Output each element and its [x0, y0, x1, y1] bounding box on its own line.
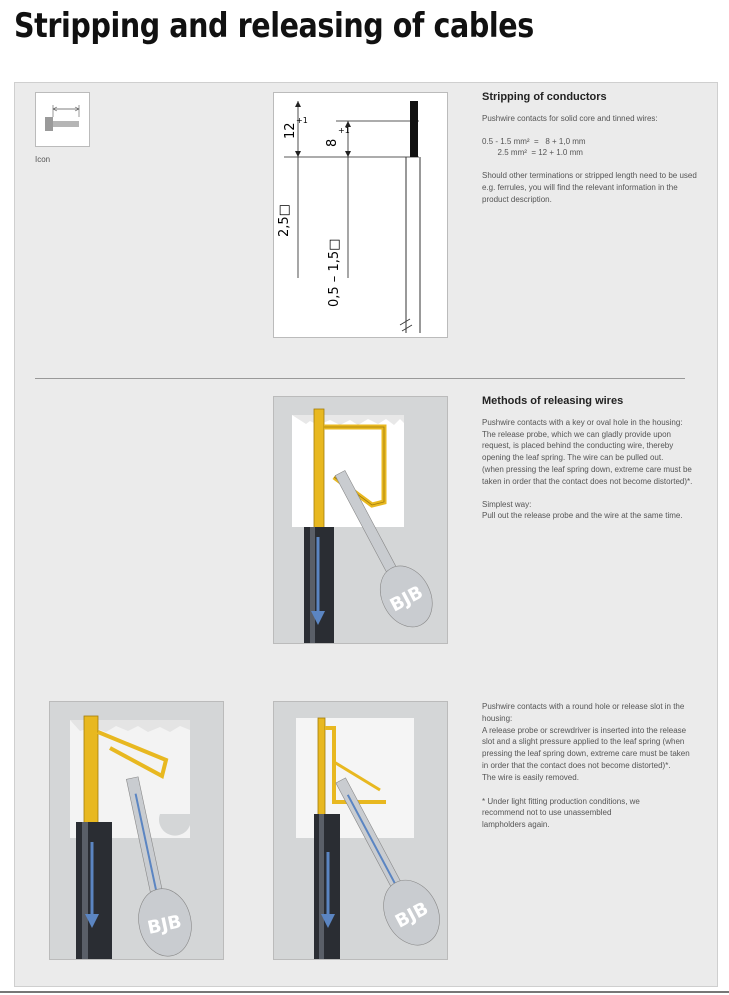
- size-0515-label: 0,5 – 1,5□: [327, 238, 342, 307]
- round-hole-photo-left: [49, 701, 224, 960]
- dim-12-label: 12: [283, 122, 298, 139]
- stripping-diagram: [273, 92, 448, 338]
- round-hole-text: [482, 701, 697, 831]
- stripping-note: Should other terminations or stripped length need to be used e.g. ferrules, you will find the relevant information in the product description.: [482, 171, 697, 204]
- stripping-heading: Stripping of conductors: [482, 91, 607, 103]
- releasing-heading: Methods of releasing wires: [482, 395, 624, 407]
- release-probe-photo: [273, 396, 448, 644]
- round-hole-paragraph: Pushwire contacts with a round hole or release slot in the housing: A release probe or screwdriver is inserted into the release slot and a slight pressure applied to the leaf spring (when pressing the leaf spring down, extreme care must be taken in order that the contact does not become distorted)*. The wire is easily removed.: [482, 702, 690, 782]
- probe-logo: BJB: [391, 897, 432, 933]
- tolerance-label-8: +1: [338, 126, 350, 135]
- stripping-intro: Pushwire contacts for solid core and tinned wires:: [482, 113, 658, 123]
- content-panel: [14, 82, 718, 987]
- stripping-text: [482, 92, 697, 217]
- size-25-label: 2,5□: [277, 204, 292, 237]
- releasing-text: [482, 396, 697, 522]
- spec-row: 2.5 mm² = 12 + 1.0 mm: [482, 148, 583, 158]
- round-hole-photo-right: [273, 701, 448, 960]
- footnote: * Under light fitting production conditions, we recommend not to use unassembled lampholders again.: [482, 796, 640, 830]
- stripped-wire-icon: [35, 92, 90, 147]
- releasing-paragraph: Pushwire contacts with a key or oval hole in the housing: The release probe, which we can gladly provide upon request, is placed behind the conducting wire, thereby opening the leaf spring. The wire can be pulled out. (when pressing the leaf spring down, extreme care must be taken in order that the contact does not become distorted)*.: [482, 417, 693, 486]
- probe-logo: BJB: [145, 911, 184, 939]
- section-divider: [35, 378, 685, 379]
- page-title: Stripping and releasing of cables: [14, 6, 534, 46]
- releasing-simplest-way: Simplest way: Pull out the release probe and the wire at the same time.: [482, 499, 683, 521]
- bottom-rule: [0, 991, 729, 993]
- spec-row: 0.5 - 1.5 mm² = 8 + 1,0 mm: [482, 136, 586, 146]
- probe-logo: BJB: [386, 581, 427, 617]
- dim-8-label: 8: [325, 138, 340, 147]
- icon-label: Icon: [35, 155, 51, 164]
- tolerance-label-12: +1: [296, 116, 308, 125]
